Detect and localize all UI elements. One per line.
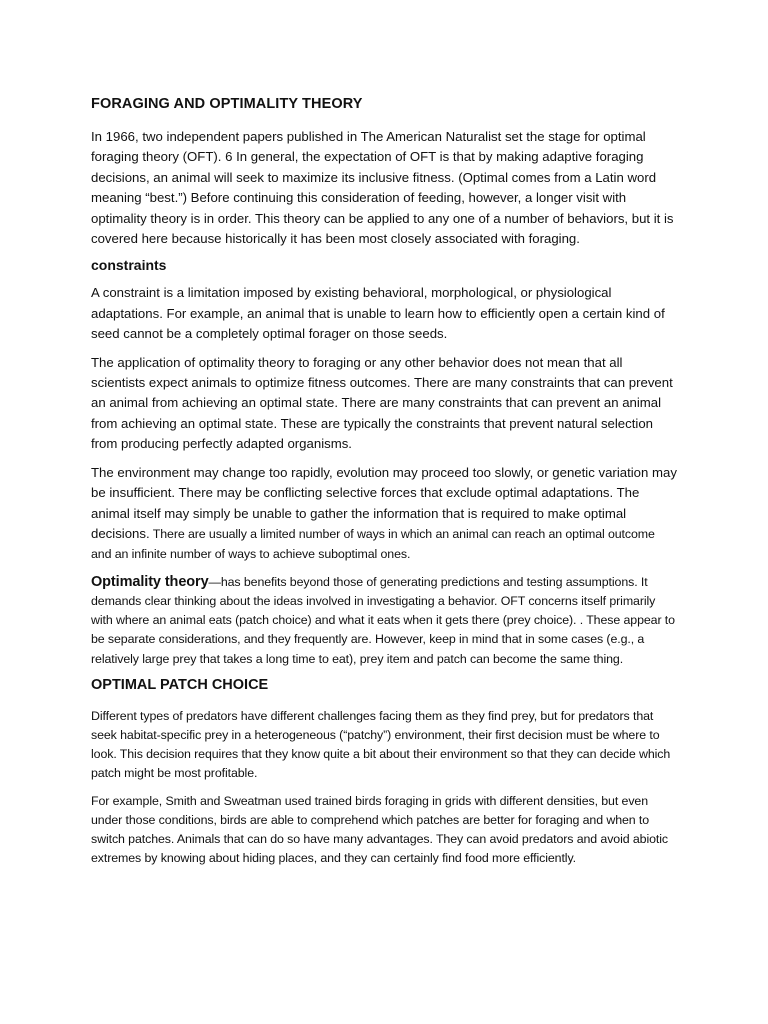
patch-paragraph-1: Different types of predators have different challenges facing them as they find prey, but for predators that seek habitat-specific prey in a heterogeneous (“patchy”) environment, their first decision must be where to look. This decision requires that they know quite a bit about their environment so that they can decide which patch might be most profitable. [91, 708, 671, 781]
optimality-paragraph [91, 573, 678, 669]
constraints-paragraph-3-main: The environment may change too rapidly, evolution may proceed too slowly, or genetic variation may be insufficient. There may be conflicting selective forces that exclude optimal adaptations. The animal itself may simply be unable to gather the information that is required to make optimal decisions. [91, 464, 677, 541]
patch-choice-heading: OPTIMAL PATCH CHOICE [91, 676, 269, 693]
constraints-paragraph-3-tail: There are usually a limited number of ways in which an animal can reach an optimal outcome and an infinite number of ways to achieve suboptimal ones. [91, 526, 655, 562]
constraints-paragraph-2: The application of optimality theory to foraging or any other behavior does not mean that all scientists expect animals to optimize fitness outcomes. There are many constraints that can prevent an animal from achieving an optimal state. There are many constraints that can prevent an animal from achieving an optimal state. These are typically the constraints that prevent natural selection from producing perfectly adapted organisms. [91, 354, 673, 452]
optimality-text: —has benefits beyond those of generating predictions and testing assumptions. It demands clear thinking about the ideas involved in investigating a behavior. OFT concerns itself primarily with where an animal eats (patch choice) and what it eats when it gets there (prey choice). . These appear to be separate considerations, and they frequently are. However, keep in mind that in some cases (e.g., a relatively large prey that takes a long time to eat), prey item and patch can become the same thing. [91, 574, 675, 666]
patch-paragraph-2: For example, Smith and Sweatman used trained birds foraging in grids with different densities, but even under those conditions, birds are able to comprehend which patches are better for foraging and when to switch patches. Animals that can do so have many advantages. They can avoid predators and avoid abiotic extremes by knowing about hiding places, and they can certainly find food more efficiently. [91, 793, 669, 866]
constraints-paragraph-3 [91, 463, 678, 565]
document-title: FORAGING AND OPTIMALITY THEORY [91, 96, 363, 112]
intro-paragraph: In 1966, two independent papers published in The American Naturalist set the stage for optimal foraging theory (OFT). 6 In general, the expectation of OFT is that by making adaptive foraging decisions, an animal will seek to maximize its inclusive fitness. (Optimal comes from a Latin word meaning “best.”) Before continuing this consideration of feeding, however, a longer visit with optimality theory is in order. This theory can be applied to any one of a number of behaviors, but it is covered here because historically it has been most closely associated with foraging. [91, 129, 674, 247]
constraints-paragraph-1: A constraint is a limitation imposed by existing behavioral, morphological, or physiological adaptations. For example, an animal that is unable to learn how to efficiently open a certain kind of seed cannot be a completely optimal forager on those seeds. [91, 285, 665, 342]
optimality-heading: Optimality theory [91, 573, 209, 590]
constraints-heading: constraints [91, 257, 167, 274]
